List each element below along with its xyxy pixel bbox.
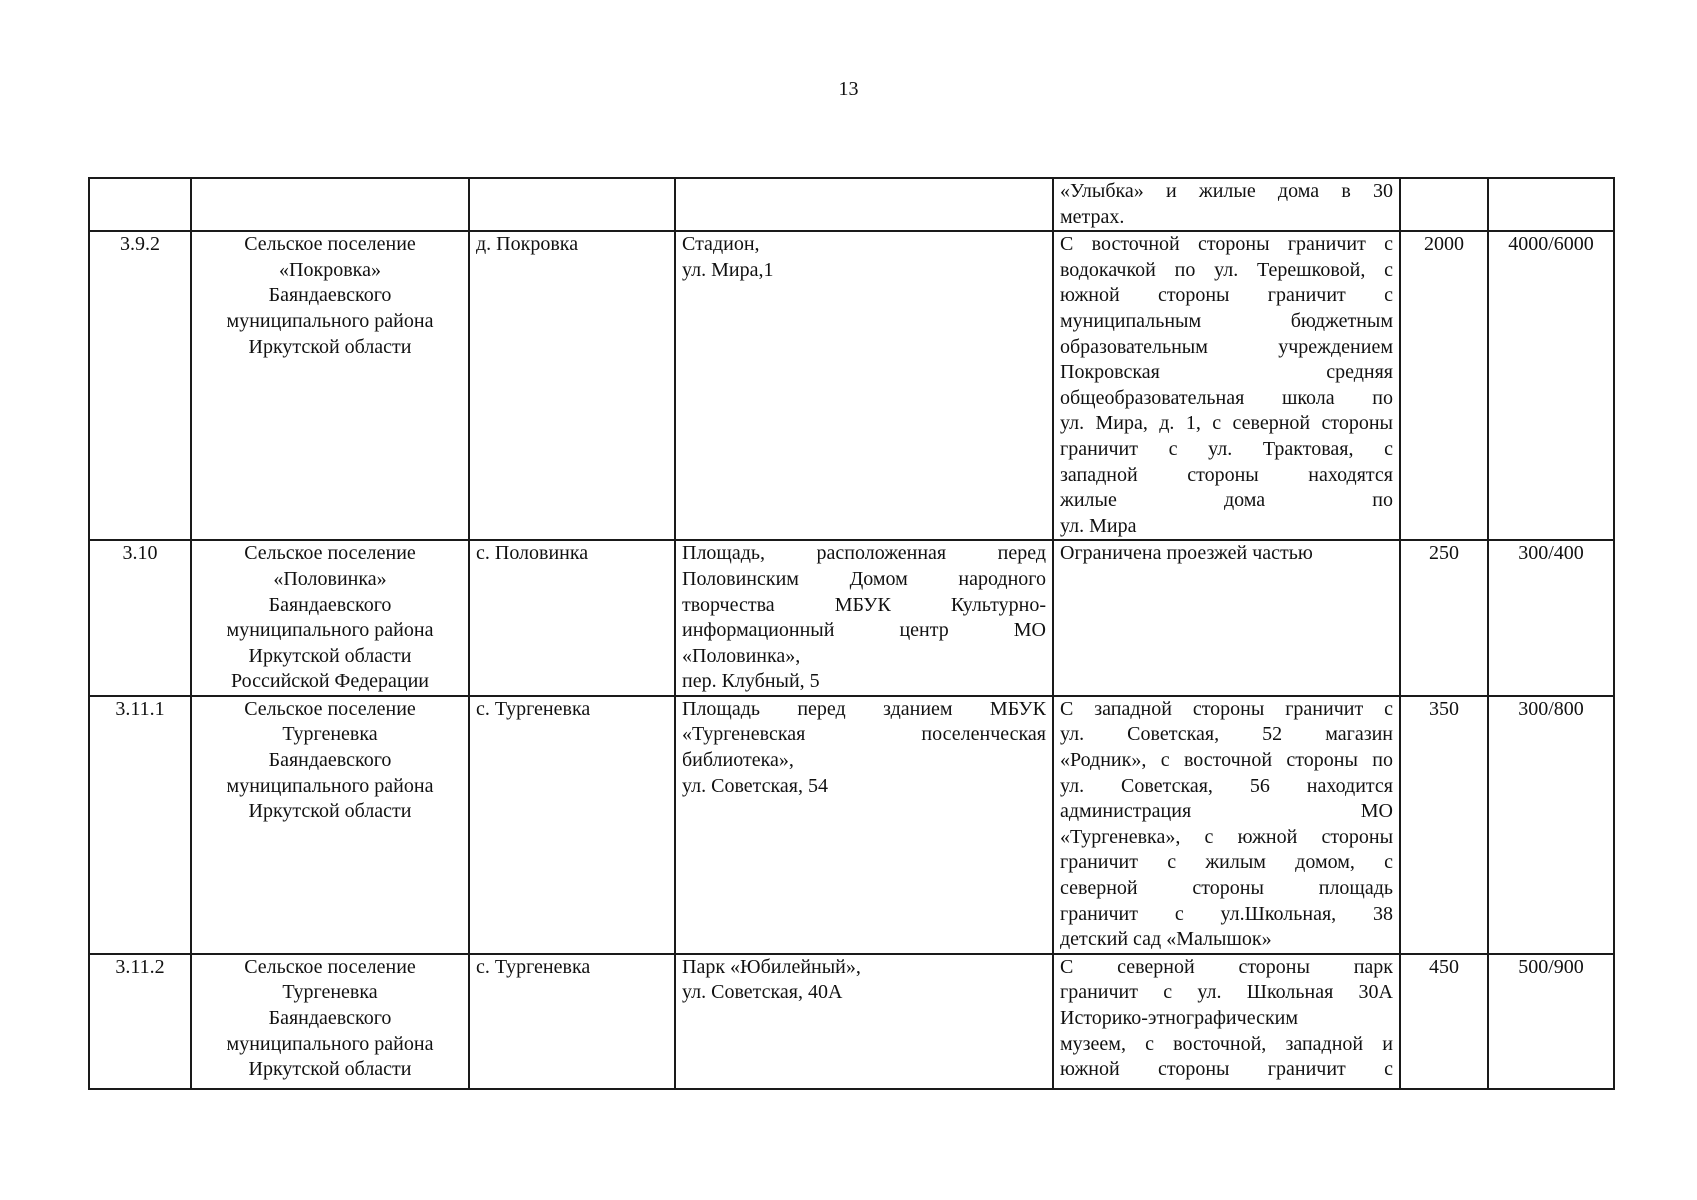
cell-settlement xyxy=(191,540,469,696)
boundary-line: северной стороны площадь xyxy=(1060,877,1393,900)
cell-object xyxy=(675,540,1053,696)
boundary-line: ул. Советская, 56 находится xyxy=(1060,774,1393,797)
boundary-line: граничит с жилым домом, с xyxy=(1060,851,1393,874)
cell-number: 3.11.2 xyxy=(89,954,191,1089)
settlement-line: Сельское поселение xyxy=(244,542,416,565)
boundary-line: граничит с ул. Школьная 30А xyxy=(1060,981,1393,1004)
cell-locality: д. Покровка xyxy=(469,231,675,540)
settlement-line: муниципального района xyxy=(226,774,434,797)
object-line: библиотека», xyxy=(682,749,794,772)
table-row xyxy=(89,954,1614,1089)
boundary-line: «Улыбка» и жилые дома в 30 xyxy=(1060,180,1393,202)
table-row xyxy=(89,540,1614,696)
settlement-line: Сельское поселение xyxy=(244,233,416,256)
boundary-line: жилые дома по xyxy=(1060,489,1393,512)
settlement-line: Иркутской области xyxy=(248,335,412,358)
boundary-line: западной стороны находятся xyxy=(1060,463,1393,486)
object-line: Стадион, xyxy=(682,233,760,256)
cell-settlement xyxy=(191,696,469,954)
cell-area: 2000 xyxy=(1400,231,1488,540)
cell-locality xyxy=(469,178,675,231)
boundary-line: муниципальным бюджетным xyxy=(1060,309,1393,332)
boundary-line: метрах. xyxy=(1060,205,1125,228)
boundary-line: ул. Мира xyxy=(1060,514,1137,537)
object-line: Площадь перед зданием МБУК xyxy=(682,697,1046,720)
object-line: ул. Мира,1 xyxy=(682,258,774,281)
object-line: «Половинка», xyxy=(682,644,801,667)
cell-number xyxy=(89,178,191,231)
settlement-line: Баяндаевского xyxy=(268,593,392,616)
cell-settlement xyxy=(191,231,469,540)
cell-area: 250 xyxy=(1400,540,1488,696)
settlement-line: Баяндаевского xyxy=(268,284,392,307)
cell-locality: с. Тургеневка xyxy=(469,696,675,954)
boundary-line: Покровская средняя xyxy=(1060,361,1393,384)
cell-settlement xyxy=(191,178,469,231)
settlement-line: Сельское поселение xyxy=(244,955,416,978)
object-line: пер. Клубный, 5 xyxy=(682,670,820,693)
locations-table xyxy=(88,177,1615,1090)
cell-settlement xyxy=(191,954,469,1089)
cell-boundaries xyxy=(1053,178,1400,231)
settlement-line: муниципального района xyxy=(226,619,434,642)
cell-object xyxy=(675,954,1053,1089)
cell-locality: с. Тургеневка xyxy=(469,954,675,1089)
object-line: творчества МБУК Культурно- xyxy=(682,593,1046,616)
cell-capacity xyxy=(1488,178,1614,231)
cell-object xyxy=(675,178,1053,231)
object-line: ул. Советская, 40А xyxy=(682,981,843,1004)
boundary-line: С восточной стороны граничит с xyxy=(1060,233,1393,256)
settlement-line: Тургеневка xyxy=(282,723,378,746)
boundary-line: ул. Мира, д. 1, с северной стороны xyxy=(1060,412,1393,435)
boundary-line: администрация МО xyxy=(1060,800,1393,823)
boundary-line: граничит с ул.Школьная, 38 xyxy=(1060,902,1393,925)
boundary-line: С западной стороны граничит с xyxy=(1060,697,1393,720)
settlement-line: муниципального района xyxy=(226,309,434,332)
boundary-line: ул. Советская, 52 магазин xyxy=(1060,723,1393,746)
settlement-line: Тургеневка xyxy=(282,981,378,1004)
cell-boundaries xyxy=(1053,954,1400,1089)
cell-capacity: 300/800 xyxy=(1488,696,1614,954)
settlement-line: Сельское поселение xyxy=(244,697,416,720)
cell-boundaries xyxy=(1053,231,1400,540)
settlement-line: Иркутской области xyxy=(248,800,412,823)
settlement-line: Иркутской области xyxy=(248,644,412,667)
boundary-line: «Тургеневка», с южной стороны xyxy=(1060,825,1393,848)
boundary-line: водокачкой по ул. Терешковой, с xyxy=(1060,258,1393,281)
boundary-line: Ограничена проезжей частью xyxy=(1060,542,1313,565)
cell-capacity: 500/900 xyxy=(1488,954,1614,1089)
table-row xyxy=(89,231,1614,540)
cell-object xyxy=(675,696,1053,954)
boundary-line: образовательным учреждением xyxy=(1060,335,1393,358)
settlement-line: «Покровка» xyxy=(279,258,381,281)
cell-capacity: 4000/6000 xyxy=(1488,231,1614,540)
object-line: «Тургеневская поселенческая xyxy=(682,723,1046,746)
cell-locality: с. Половинка xyxy=(469,540,675,696)
settlement-line: Баяндаевского xyxy=(268,749,392,772)
cell-number: 3.11.1 xyxy=(89,696,191,954)
cell-number: 3.9.2 xyxy=(89,231,191,540)
object-line: Половинским Домом народного xyxy=(682,567,1046,590)
settlement-line: Иркутской области xyxy=(248,1058,412,1081)
object-line: Парк «Юбилейный», xyxy=(682,955,861,978)
object-line: Площадь, расположенная перед xyxy=(682,542,1046,565)
boundary-line: «Родник», с восточной стороны по xyxy=(1060,749,1393,772)
settlement-line: Российской Федерации xyxy=(230,670,430,693)
cell-boundaries xyxy=(1053,540,1400,696)
boundary-line: Историко-этнографическим xyxy=(1060,1007,1299,1030)
boundary-line: общеобразовательная школа по xyxy=(1060,386,1393,409)
cell-area xyxy=(1400,178,1488,231)
settlement-line: Баяндаевского xyxy=(268,1007,392,1030)
settlement-line: муниципального района xyxy=(226,1032,434,1055)
boundary-line: южной стороны граничит с xyxy=(1060,284,1393,307)
table-row-continuation xyxy=(89,178,1614,231)
object-line: ул. Советская, 54 xyxy=(682,774,828,797)
boundary-line: южной стороны граничит с xyxy=(1060,1058,1393,1081)
boundary-line: граничит с ул. Трактовая, с xyxy=(1060,437,1393,460)
cell-boundaries xyxy=(1053,696,1400,954)
settlement-line: «Половинка» xyxy=(273,567,387,590)
cell-area: 350 xyxy=(1400,696,1488,954)
boundary-line: детский сад «Малышок» xyxy=(1060,928,1272,951)
boundary-line: музеем, с восточной, западной и xyxy=(1060,1032,1393,1055)
table-row xyxy=(89,696,1614,954)
object-line: информационный центр МО xyxy=(682,619,1046,642)
cell-number: 3.10 xyxy=(89,540,191,696)
cell-object xyxy=(675,231,1053,540)
page-number: 13 xyxy=(838,78,859,100)
cell-area: 450 xyxy=(1400,954,1488,1089)
cell-capacity: 300/400 xyxy=(1488,540,1614,696)
boundary-line: С северной стороны парк xyxy=(1060,955,1393,978)
